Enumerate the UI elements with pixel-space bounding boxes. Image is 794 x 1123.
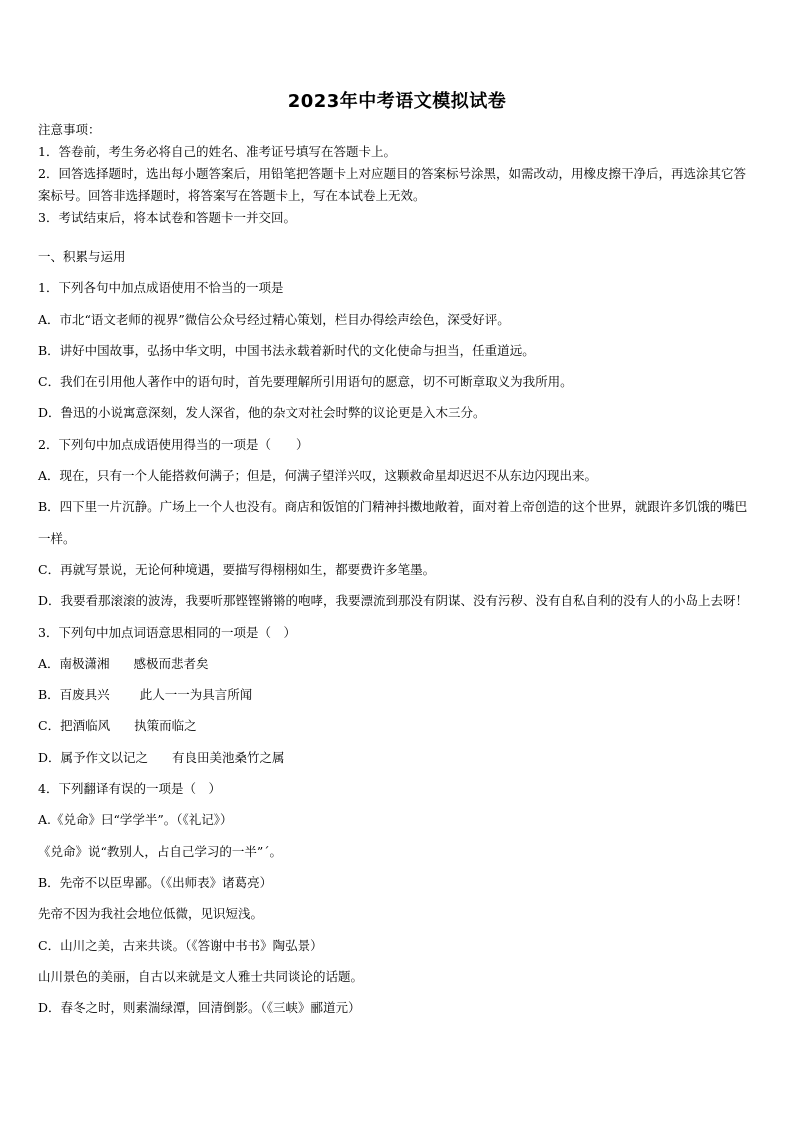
questions-block — [38, 241, 758, 1023]
option-pair: 有良田美池桑竹之属 — [172, 749, 285, 765]
notes-block — [38, 119, 758, 229]
question-option — [38, 679, 758, 710]
question-option: D．鲁迅的小说寓意深刻，发人深省，他的杂文对社会时弊的议论更是入木三分。 — [38, 405, 486, 421]
option-label: B．百废具兴 — [38, 687, 110, 703]
question-option: B．四下里一片沉静。广场上一个人也没有。商店和饭馆的门精神抖擞地敞着，面对着上帝创造的这个世界，就跟许多饥饿的嘴巴一样。 — [38, 499, 748, 546]
question-option: C．我们在引用他人著作中的语句时，首先要理解所引用语句的愿意，切不可断章取义为我所用。 — [38, 374, 573, 390]
question-option — [38, 710, 758, 741]
option-label: D．属予作文以记之 — [38, 749, 149, 765]
option-label: A．南极潇湘 — [38, 655, 110, 671]
notes-item: 1．答卷前，考生务必将自己的姓名、准考证号填写在答题卡上。 — [38, 144, 396, 159]
exam-title: 2023年中考语文模拟试卷 — [287, 91, 507, 112]
question-option: C．再就写景说，无论何种境遇，要描写得栩栩如生，都要费许多笔墨。 — [38, 561, 436, 577]
question-item: 先帝不因为我社会地位低微，见识短浅。 — [38, 906, 264, 922]
question-option: A．市北“语文老师的视界”微信公众号经过精心策划，栏目办得绘声绘色，深受好评。 — [38, 311, 510, 327]
question-stem: 4．下列翻译有误的一项是（ ） — [38, 781, 221, 797]
question-item: 山川景色的美丽，自古以来就是文人雅士共同谈论的话题。 — [38, 968, 364, 984]
question-stem: 3．下列句中加点词语意思相同的一项是（ ） — [38, 624, 296, 640]
question-option: B．讲好中国故事，弘扬中华文明，中国书法永载着新时代的文化使命与担当，任重道远。 — [38, 342, 535, 358]
question-item: 《兑命》说“教别人，占自己学习的一半”ˊ。 — [38, 843, 283, 859]
notes-item: 3．考试结束后，将本试卷和答题卡一并交回。 — [38, 210, 296, 225]
option-pair: 感极而悲者矣 — [133, 655, 209, 671]
option-pair: 执策而临之 — [134, 718, 197, 734]
notes-heading: 注意事项： — [38, 122, 101, 137]
question-option: D．我要看那滚滚的波涛，我要听那铿铿锵锵的咆哮，我要漂流到那没有阴谋、没有污秽、没有自私自利的没有人的小岛上去呀！ — [38, 593, 749, 609]
question-option — [38, 648, 758, 679]
question-item: A.《兑命》曰“学学半”。（《礼记》） — [38, 812, 233, 828]
question-item: B．先帝不以臣卑鄙。（《出师表》诸葛亮） — [38, 874, 273, 890]
question-stem: 1．下列各句中加点成语使用不恰当的一项是 — [38, 280, 284, 296]
section-heading: 一、积累与运用 — [38, 249, 126, 264]
question-item: D．春冬之时，则素湍绿潭，回清倒影。（《三峡》郦道元） — [38, 1000, 361, 1016]
question-item: C．山川之美，古来共谈。（《答谢中书书》陶弘景） — [38, 937, 323, 953]
question-stem: 2．下列句中加点成语使用得当的一项是（ ） — [38, 436, 309, 452]
notes-item: 2．回答选择题时，选出每小题答案后，用铅笔把答题卡上对应题目的答案标号涂黑，如需改动，用橡皮擦干净后，再选涂其它答案标号。回答非选择题时，将答案写在答题卡上，写在本试卷上无效。 — [38, 166, 746, 203]
question-option — [38, 742, 758, 773]
question-option: A．现在，只有一个人能搭救何满子；但是，何满子望洋兴叹，这颗救命星却迟迟不从东边闪现出来。 — [38, 468, 598, 484]
option-label: C．把酒临风 — [38, 718, 111, 734]
option-pair: 此人一一为具言所闻 — [139, 687, 253, 703]
